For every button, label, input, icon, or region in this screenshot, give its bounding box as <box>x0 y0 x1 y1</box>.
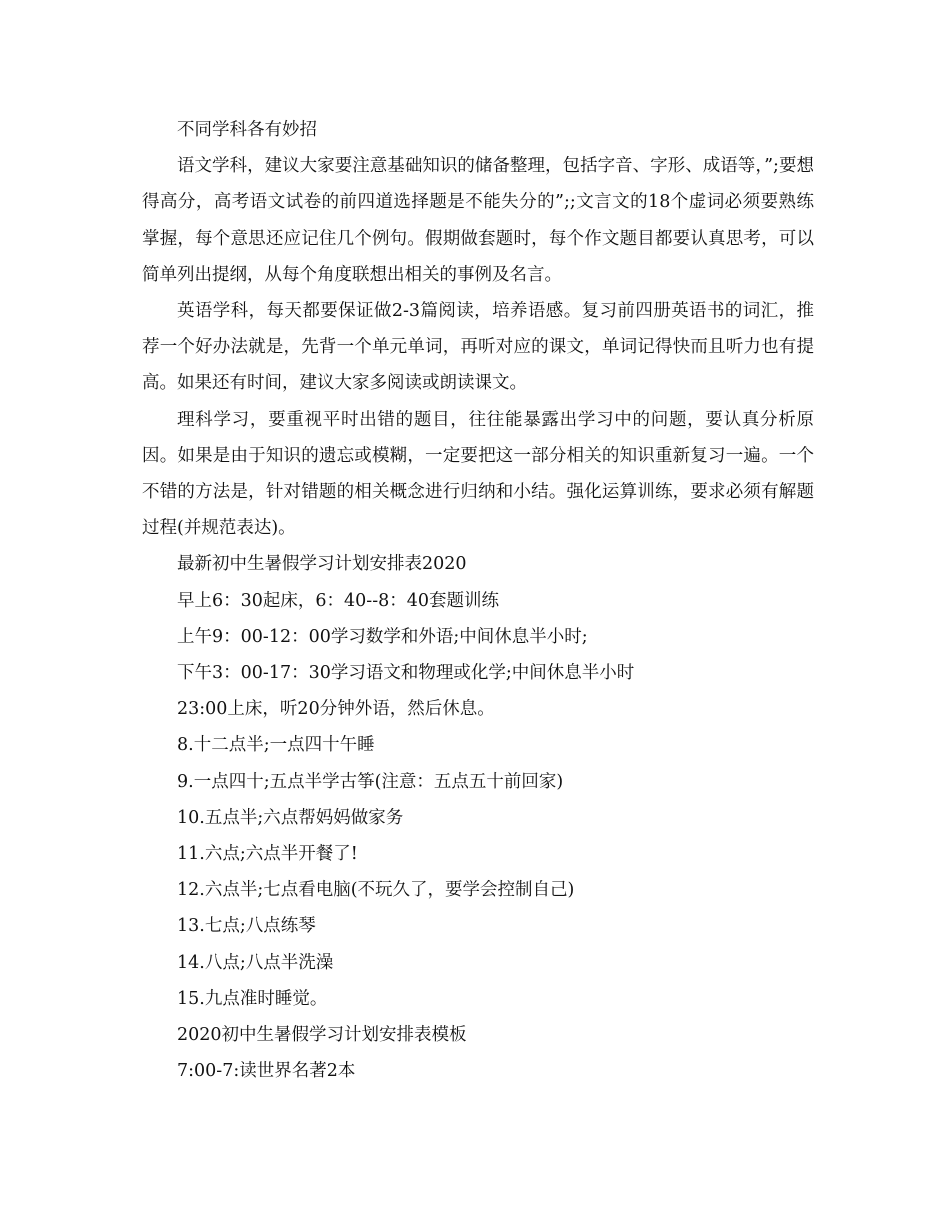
schedule-line: 14.八点;八点半洗澡 <box>177 952 334 973</box>
schedule-line: 13.七点;八点练琴 <box>177 916 316 937</box>
schedule-line: 7:00-7:读世界名著2本 <box>177 1061 356 1082</box>
schedule-line: 早上6：30起床，6：40--8：40套题训练 <box>177 590 500 611</box>
section-heading: 不同学科各有妙招 <box>177 120 317 140</box>
paragraph-chinese: 语文学科，建议大家要注意基础知识的储备整理，包括字音、字形、成语等，”;要想得高分，高考语文试卷的前四道选择题是不能失分的”;;文言文的18个虚词必须要熟练掌握，每个意思还应记住几个例句。假期做套题时，每个作文题目都要认真思考，可以简单列出提纲，从每个角度联想出相关的事例及名言。 <box>142 156 814 285</box>
schedule-line: 12.六点半;七点看电脑(不玩久了，要学会控制自己) <box>177 880 575 901</box>
schedule-line: 下午3：00-17：30学习语文和物理或化学;中间休息半小时 <box>177 663 635 684</box>
schedule-line: 上午9：00-12：00学习数学和外语;中间休息半小时; <box>177 626 588 647</box>
document-body <box>142 112 814 1089</box>
schedule-line: 15.九点准时睡觉。 <box>177 988 328 1009</box>
schedule-line: 23:00上床，听20分钟外语，然后休息。 <box>177 699 495 720</box>
paragraph-science: 理科学习，要重视平时出错的题目，往往能暴露出学习中的问题，要认真分析原因。如果是由于知识的遗忘或模糊，一定要把这一部分相关的知识重新复习一遍。一个不错的方法是，针对错题的相关概念进行归纳和小结。强化运算训练，要求必须有解题过程(并规范表达)。 <box>142 409 814 539</box>
schedule-line: 11.六点;六点半开餐了! <box>177 844 358 865</box>
paragraph-english: 英语学科，每天都要保证做2-3篇阅读，培养语感。复习前四册英语书的词汇，推荐一个好办法就是，先背一个单元单词，再听对应的课文，单词记得快而且听力也有提高。如果还有时间，建议大家多阅读或朗读课文。 <box>142 301 814 394</box>
schedule-title-template: 2020初中生暑假学习计划安排表模板 <box>177 1025 467 1046</box>
schedule-line: 8.十二点半;一点四十午睡 <box>177 735 375 756</box>
schedule-line: 10.五点半;六点帮妈妈做家务 <box>177 807 404 828</box>
schedule-line: 9.一点四十;五点半学古筝(注意：五点五十前回家) <box>177 771 564 792</box>
schedule-title: 最新初中生暑假学习计划安排表2020 <box>177 554 467 575</box>
